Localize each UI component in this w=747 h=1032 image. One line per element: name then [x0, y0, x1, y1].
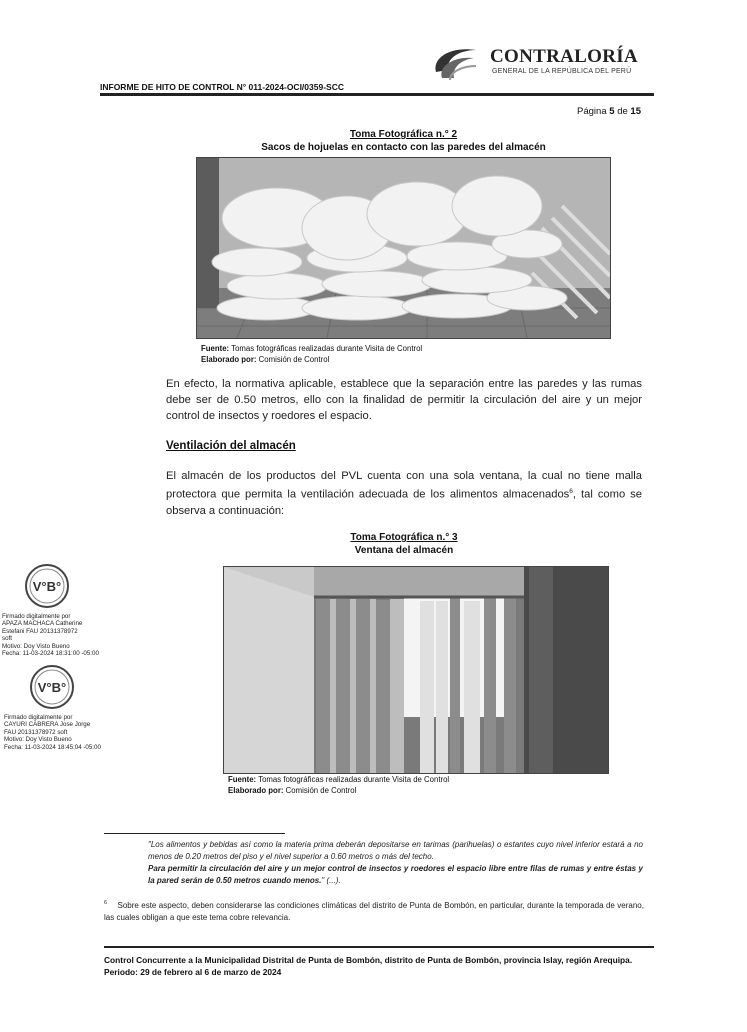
signature-2: Firmado digitalmente por CAYURI CABRERA Jose Jorge FAU 20131378972 soft Motivo: Doy Visto Bueno Fecha: 11-03-2024 18:45:04 -05:00 — [4, 714, 101, 751]
footnote-divider — [104, 833, 285, 834]
logo-subtitle: GENERAL DE LA REPÚBLICA DEL PERÚ — [492, 68, 632, 75]
signature-1: Firmado digitalmente por APAZA MACHACA Catherine Estefani FAU 20131378972 soft Motivo: Doy Visto Bueno Fecha: 11-03-2024 18:31:00 -05:00 — [2, 613, 99, 658]
report-title: INFORME DE HITO DE CONTROL N° 011-2024-OCI/0359-SCC — [100, 82, 344, 92]
photo2-image — [223, 566, 609, 774]
window-photo-icon — [224, 567, 608, 773]
paragraph-window: El almacén de los productos del PVL cuenta con una sola ventana, la cual no tiene malla protectora que permita la ventilación adecuada de los alimentos almacenados$^6$, tal como se observa a continuación: — [166, 470, 642, 517]
footnote-6: $^6$ Sobre este aspecto, deben considerarse las condiciones climáticas del distrito de Punta de Bombón, en particular, durante la temporada de verano, las cuales obligan a que este tema cobre relevancia. — [104, 900, 644, 922]
photo2-source: Fuente: Tomas fotográficas realizadas durante Visita de Control — [228, 775, 450, 784]
logo-name: CONTRALORÍA — [490, 46, 638, 67]
svg-text:V°B°: V°B° — [37, 680, 67, 695]
photo1-prepared-by: Elaborado por: Comisión de Control — [201, 355, 330, 364]
paragraph-separation: En efecto, la normativa aplicable, establece que la separación entre las paredes y las rumas debe ser de 0.50 metros, ello con la finalidad de permitir la circulación del aire y un mejor control de insectos y roedores el espacio. — [166, 378, 642, 422]
photo2-subtitle: Ventana del almacén — [354, 545, 454, 556]
sacks-photo-icon — [197, 158, 610, 338]
vb-stamp-icon — [29, 664, 75, 710]
footer-line-2: Periodo: 29 de febrero al 6 de marzo de 2024 — [104, 967, 282, 977]
footnote-ref-6[interactable]: 6 — [569, 488, 573, 495]
photo1-subtitle: Sacos de hojuelas en contacto con las paredes del almacén — [261, 142, 546, 153]
footer-line-1: Control Concurrente a la Municipalidad Distrital de Punta de Bombón, distrito de Punta de Bombón, provincia Islay, región Arequipa. — [104, 955, 633, 965]
section-heading-ventilation: Ventilación del almacén — [166, 440, 296, 452]
page-number: Página 5 de 15 — [577, 106, 641, 117]
photo2-title: Toma Fotográfica n.° 3 — [350, 532, 458, 543]
header-divider — [100, 93, 654, 96]
photo2-prepared-by: Elaborado por: Comisión de Control — [228, 786, 357, 795]
photo1-title: Toma Fotográfica n.° 2 — [349, 129, 458, 140]
vb-stamp-icon — [24, 563, 70, 609]
svg-text:V°B°: V°B° — [32, 579, 62, 594]
footnote-quote: "Los alimentos y bebidas así como la materia prima deberán depositarse en tarimas (parihuelas) o estantes cuyo nivel inferior estará a no menos de 0.20 metros del piso y el nivel superior a 0.60 metros o más del techo. Para permitir la circulación del aire y un mejor control de insectos y roedores el espacio libre entre filas de rumas y entre éstas y la pared serán de 0.50 metros cuando menos." (...). — [148, 840, 643, 885]
footer-divider — [104, 946, 654, 948]
photo1-image — [196, 157, 611, 339]
photo2-caption — [224, 531, 584, 557]
photo1-source: Fuente: Tomas fotográficas realizadas durante Visita de Control — [201, 344, 423, 353]
photo1-caption — [196, 128, 611, 154]
